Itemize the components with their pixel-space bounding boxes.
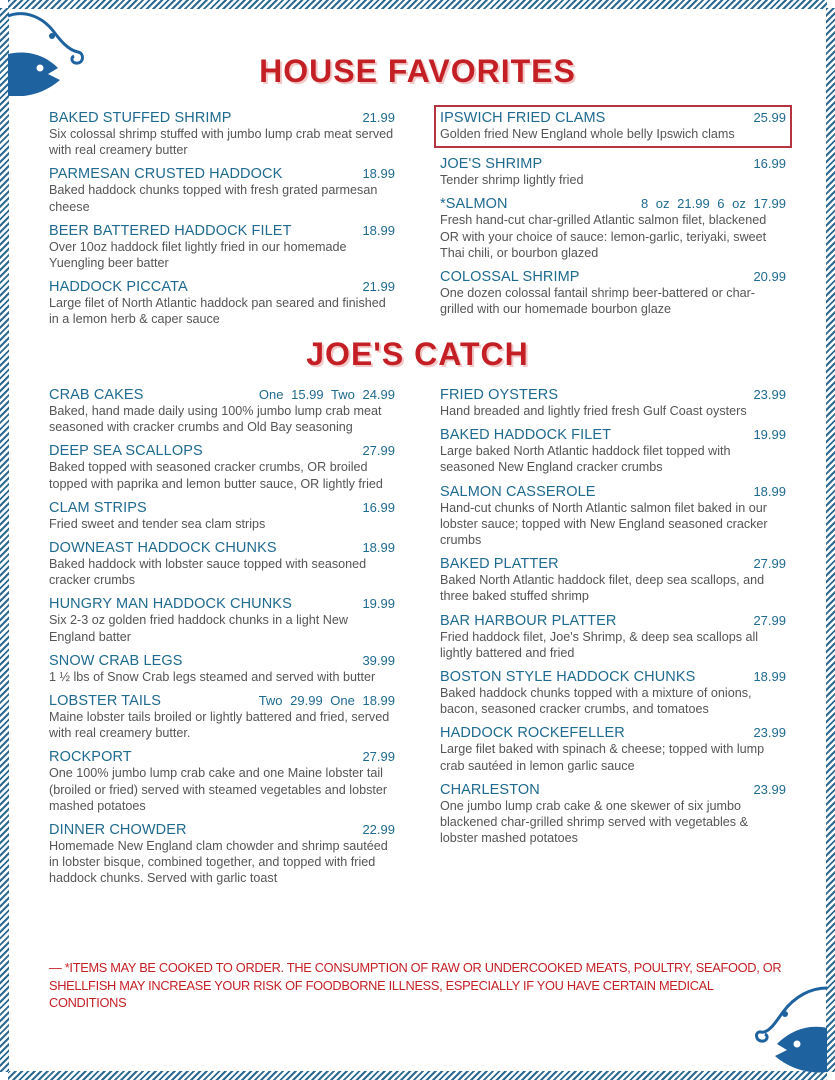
item-description: Large filet of North Atlantic haddock pan seared and finished in a lemon herb & caper sauce bbox=[49, 296, 386, 327]
item-description: Over 10oz haddock filet lightly fried in our homemade Yuengling beer batter bbox=[49, 239, 347, 271]
item-name: HUNGRY MAN HADDOCK CHUNKS bbox=[49, 596, 292, 613]
item-description: One dozen colossal fantail shrimp beer-battered or char-grilled with our homemade bourbon glaze bbox=[440, 286, 756, 317]
item-description: Fresh hand-cut char-grilled Atlantic salmon filet, blackened OR with your choice of sauce: lemon-garlic, teriyaki, sweet Thai chili, or bourbon glazed bbox=[440, 213, 767, 260]
item-price: 20.99 bbox=[753, 269, 786, 285]
item-name: BAKED PLATTER bbox=[440, 556, 559, 573]
item-name: PARMESAN CRUSTED HADDOCK bbox=[49, 166, 283, 183]
item-price: 27.99 bbox=[362, 749, 395, 765]
menu-item bbox=[440, 556, 786, 604]
item-price: 18.99 bbox=[753, 669, 786, 685]
item-price: 16.99 bbox=[362, 499, 395, 515]
item-name: HADDOCK PICCATA bbox=[49, 279, 188, 296]
menu-item bbox=[49, 166, 395, 214]
item-description: Fried sweet and tender sea clam strips bbox=[49, 516, 266, 531]
item-name: BAKED HADDOCK FILET bbox=[440, 427, 612, 444]
menu-item bbox=[49, 822, 395, 887]
item-name: COLOSSAL SHRIMP bbox=[440, 269, 580, 286]
menu-item bbox=[440, 196, 786, 261]
menu-item bbox=[49, 540, 395, 588]
menu-item bbox=[49, 500, 395, 532]
item-name: BEER BATTERED HADDOCK FILET bbox=[49, 222, 292, 239]
item-name: JOE'S SHRIMP bbox=[440, 156, 543, 173]
menu-item bbox=[440, 484, 786, 549]
menu-item bbox=[49, 749, 395, 814]
item-price: 18.99 bbox=[362, 166, 395, 182]
item-name: DOWNEAST HADDOCK CHUNKS bbox=[49, 540, 277, 557]
decorative-border-right bbox=[826, 8, 835, 1072]
item-price: 23.99 bbox=[753, 725, 786, 741]
item-price: 27.99 bbox=[753, 556, 786, 572]
item-description: Fried haddock filet, Joe's Shrimp, & deep sea scallops all lightly battered and fried bbox=[440, 629, 759, 660]
item-price: 18.99 bbox=[753, 483, 786, 499]
house-favorites-left-column bbox=[49, 110, 395, 336]
item-price: 21.99 bbox=[362, 279, 395, 295]
item-description: One 100% jumbo lump crab cake and one Maine lobster tail (broiled or fried) served with steamed vegetables and lobster mashed potatoes bbox=[49, 766, 388, 813]
menu-item bbox=[49, 693, 395, 741]
item-name: DEEP SEA SCALLOPS bbox=[49, 443, 203, 460]
item-description: 1 ½ lbs of Snow Crab legs steamed and served with butter bbox=[49, 669, 376, 684]
menu-item bbox=[440, 669, 786, 717]
item-name: ROCKPORT bbox=[49, 749, 132, 766]
menu-item bbox=[440, 725, 786, 773]
item-name: DINNER CHOWDER bbox=[49, 822, 187, 839]
item-description: Six colossal shrimp stuffed with jumbo lump crab meat served with real creamery butter bbox=[49, 127, 394, 158]
menu-item bbox=[440, 427, 786, 475]
menu-item bbox=[440, 782, 786, 847]
menu-item bbox=[49, 387, 395, 435]
item-name: HADDOCK ROCKEFELLER bbox=[440, 725, 625, 742]
decorative-border-bottom bbox=[8, 1071, 827, 1080]
item-price: 19.99 bbox=[753, 427, 786, 443]
menu-item bbox=[49, 596, 395, 644]
menu-item bbox=[49, 653, 395, 685]
item-description: Baked North Atlantic haddock filet, deep sea scallops, and three baked stuffed shrimp bbox=[440, 573, 765, 604]
menu-item bbox=[440, 269, 786, 317]
item-name: FRIED OYSTERS bbox=[440, 387, 559, 403]
joes-catch-left-column bbox=[49, 387, 395, 895]
item-description: Hand breaded and lightly fried fresh Gulf Coast oysters bbox=[440, 404, 747, 418]
item-description: Large filet baked with spinach & cheese; topped with lump crab sautéed in lemon garlic sauce bbox=[440, 742, 765, 773]
item-price: 19.99 bbox=[362, 596, 395, 612]
item-price: 22.99 bbox=[362, 822, 395, 838]
item-name: *SALMON bbox=[440, 196, 508, 213]
menu-item bbox=[440, 156, 786, 188]
item-name: IPSWICH FRIED CLAMS bbox=[440, 110, 606, 126]
item-name: SNOW CRAB LEGS bbox=[49, 652, 183, 669]
item-price: 16.99 bbox=[753, 156, 786, 172]
item-description: Large baked North Atlantic haddock filet topped with seasoned New England cracker crumbs bbox=[440, 444, 731, 475]
menu-item-featured bbox=[434, 105, 792, 148]
item-description: Maine lobster tails broiled or lightly battered and fried, served with real creamery butter. bbox=[49, 710, 390, 741]
item-price: 27.99 bbox=[362, 443, 395, 459]
item-name: LOBSTER TAILS bbox=[49, 693, 161, 710]
item-description: Baked haddock with lobster sauce topped with seasoned cracker crumbs bbox=[49, 557, 367, 588]
menu-item bbox=[440, 613, 786, 661]
item-price: One 15.99 Two 24.99 bbox=[258, 387, 395, 402]
food-safety-disclaimer: — *ITEMS MAY BE COOKED TO ORDER. THE CONSUMPTION OF RAW OR UNDERCOOKED MEATS, POULTRY, SEAFOOD, OR SHELLFISH MAY INCREASE YOUR RISK OF FOODBORNE ILLNESS, ESPECIALLY IF YOU HAVE CERTAIN MEDICAL CONDITIONS bbox=[49, 960, 782, 1010]
item-price: Two 29.99 One 18.99 bbox=[258, 693, 395, 709]
item-description: Tender shrimp lightly fried bbox=[440, 173, 584, 188]
joes-catch-right-column bbox=[440, 387, 786, 854]
item-description: Six 2-3 oz golden fried haddock chunks in a light New England batter bbox=[49, 613, 348, 644]
decorative-border-left bbox=[0, 8, 9, 1072]
item-name: BAR HARBOUR PLATTER bbox=[440, 612, 617, 629]
item-description: Hand-cut chunks of North Atlantic salmon filet baked in our lobster sauce; topped with New England seasoned cracker crumbs bbox=[440, 500, 768, 548]
item-price: 18.99 bbox=[362, 222, 395, 238]
item-description: Golden fried New England whole belly Ipswich clams bbox=[440, 127, 735, 141]
section-title-house-favorites: HOUSE FAVORITES bbox=[259, 53, 576, 89]
item-price: 23.99 bbox=[753, 781, 786, 797]
item-price: 18.99 bbox=[362, 540, 395, 556]
item-name: CHARLESTON bbox=[440, 781, 540, 798]
section-title-joes-catch: JOE'S CATCH bbox=[306, 336, 529, 372]
item-name: BOSTON STYLE HADDOCK CHUNKS bbox=[440, 669, 696, 686]
item-name: CLAM STRIPS bbox=[49, 499, 147, 516]
item-name: CRAB CAKES bbox=[49, 387, 144, 403]
item-description: Baked haddock chunks topped with fresh grated parmesan cheese bbox=[49, 183, 378, 214]
decorative-border-top bbox=[8, 0, 827, 9]
menu-item bbox=[49, 110, 395, 158]
item-price: 21.99 bbox=[362, 110, 395, 125]
item-description: Baked haddock chunks topped with a mixture of onions, bacon, seasoned cracker crumbs, and tomatoes bbox=[440, 686, 752, 717]
item-price: 39.99 bbox=[362, 652, 395, 668]
item-name: BAKED STUFFED SHRIMP bbox=[49, 110, 232, 126]
item-price: 8 oz 21.99 6 oz 17.99 bbox=[640, 196, 786, 212]
house-favorites-right-column bbox=[440, 110, 786, 325]
item-description: Homemade New England clam chowder and shrimp sautéed in lobster bisque, combined together, and topped with fried haddock chunks. Served with garlic toast bbox=[49, 839, 388, 886]
item-description: Baked, hand made daily using 100% jumbo lump crab meat seasoned with cracker crumbs and Old Bay seasoning bbox=[49, 404, 382, 435]
menu-item bbox=[49, 443, 395, 491]
menu-item bbox=[49, 223, 395, 271]
item-description: Baked topped with seasoned cracker crumbs, OR broiled topped with paprika and lemon butter sauce, OR lightly fried bbox=[49, 460, 383, 491]
item-price: 27.99 bbox=[753, 612, 786, 628]
item-price: 25.99 bbox=[753, 110, 786, 125]
item-name: SALMON CASSEROLE bbox=[440, 483, 596, 500]
item-description: One jumbo lump crab cake & one skewer of six jumbo blackened char-grilled shrimp served with vegetables & lobster mashed potatoes bbox=[440, 798, 748, 846]
menu-item bbox=[440, 387, 786, 419]
menu-item bbox=[49, 279, 395, 327]
item-price: 23.99 bbox=[753, 387, 786, 402]
